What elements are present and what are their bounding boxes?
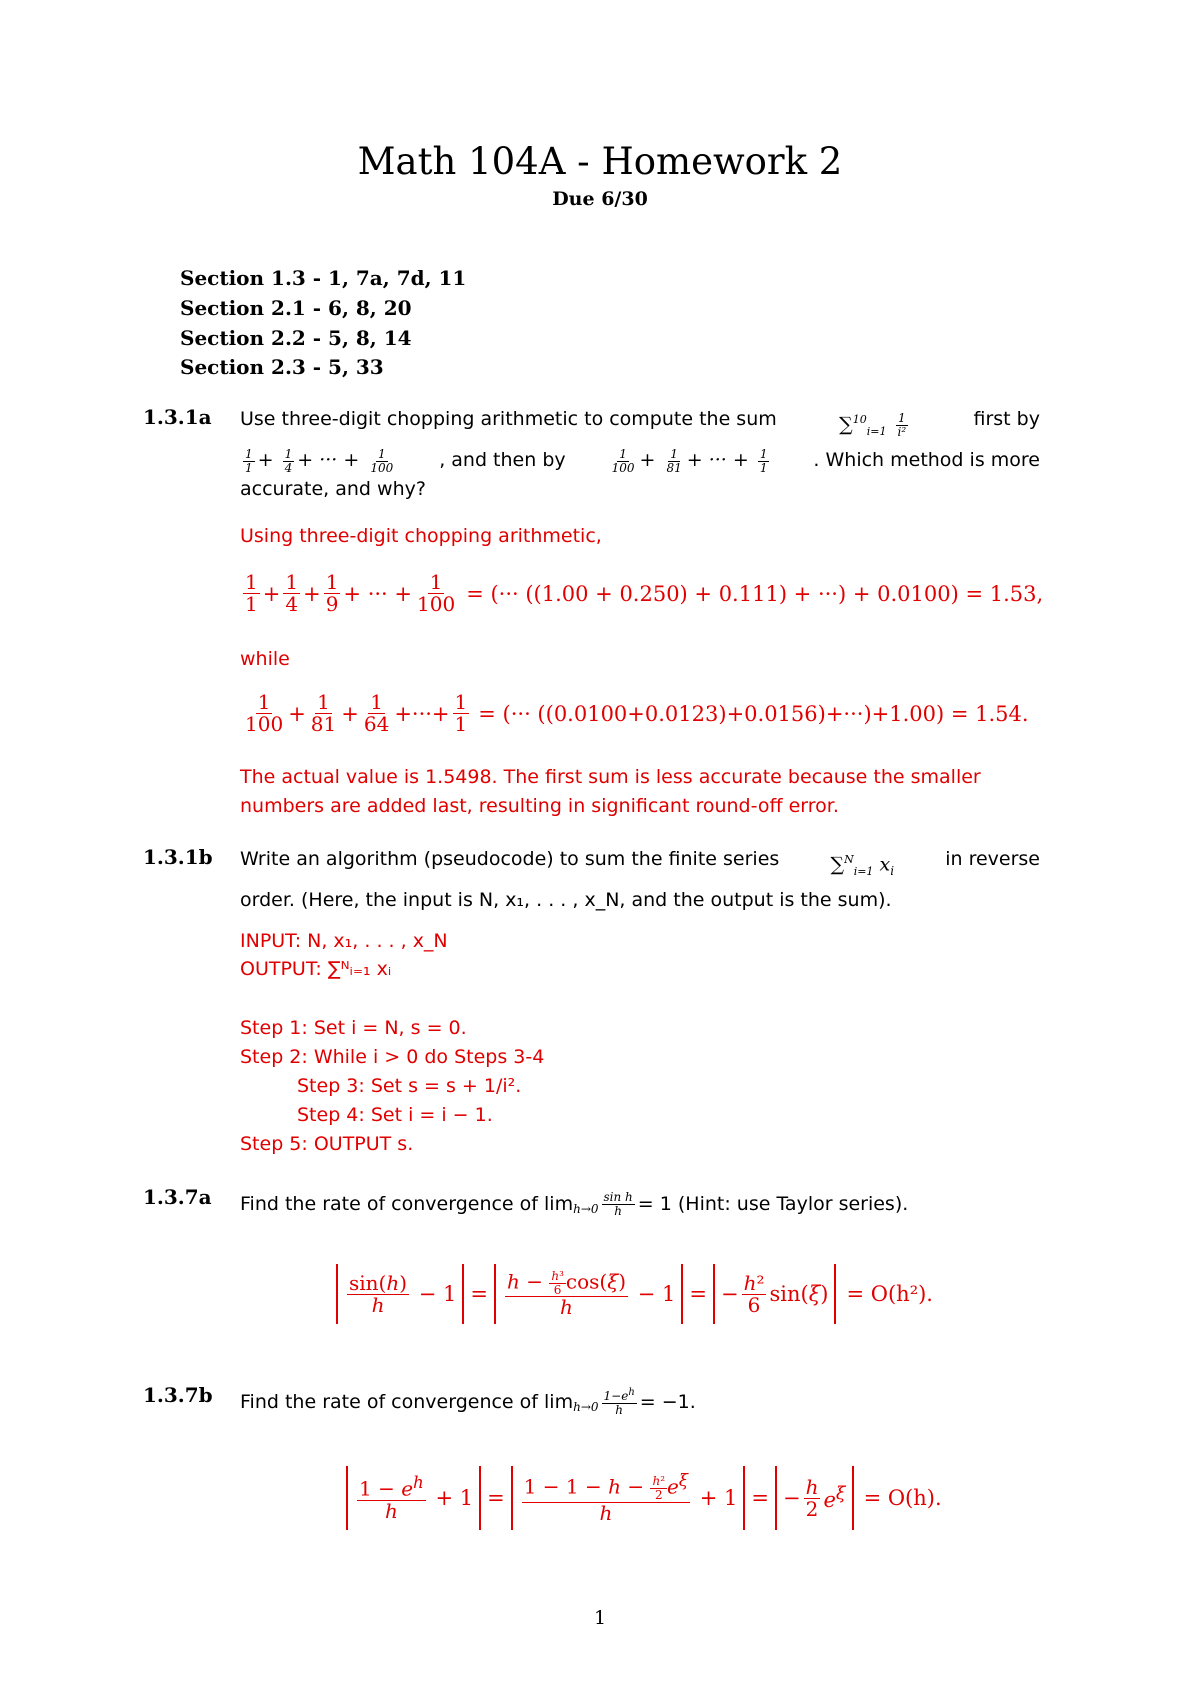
abs-bar [743,1466,745,1530]
answer-while: while [240,648,290,670]
abs-bar [775,1466,777,1530]
algorithm-step: Step 5: OUTPUT s. [240,1133,414,1155]
series-expression: ∑$^N_{i=1}$ $x_i$ [830,853,895,879]
reverse-sum-expression: $\frac{1}{100}$ + $\frac{1}{81}$ + ··· + $\frac{1}{1}$ [611,447,768,475]
problem-statement [240,405,1040,504]
statement-text: = −1. [639,1391,696,1413]
problem-1-3-1a [143,405,1040,501]
page-title: Math 104A - Homework 2 [357,140,843,183]
problem-label: 1.3.7a [143,1185,212,1209]
algorithm-step: Step 2: While i > 0 do Steps 3-4 [240,1046,545,1068]
problem-label: 1.3.1a [143,405,212,429]
page-number: 1 [593,1607,607,1629]
statement-text: order. (Here, the input is N, x₁, . . . , x_N, and the output is the sum). [240,889,892,912]
abs-bar [852,1466,854,1530]
statement-text: Use three-digit chopping arithmetic to compute the sum [240,408,777,430]
statement-text: Find the rate of convergence of lim [240,1391,574,1413]
equation-forward-sum: $\frac{1}{1}$ + $\frac{1}{4}$ + $\frac{1}{9}$ + ··· + $\frac{1}{100}$ = (··· ((1.00 + 0.250) + 0.111) + ···) + 0.0100) = 1.53, [245,570,1044,616]
algorithm-output: OUTPUT: ∑ᴺᵢ₌₁ xᵢ [240,958,392,980]
limit-fraction: $\frac{\text{sin h}}{h}$ [603,1190,633,1218]
problem-label: 1.3.7b [143,1383,213,1407]
section-line: Section 2.2 - 5, 8, 14 [180,326,412,350]
forward-sum-expression: $\frac{1}{1}$ + $\frac{1}{4}$ + ··· + $\frac{1}{100}$ [245,447,394,475]
section-line: Section 1.3 - 1, 7a, 7d, 11 [180,266,467,290]
answer-conclusion: numbers are added last, resulting in significant round-off error. [240,795,839,817]
equation-7b: $\frac{1 - e^h}{h}$ + 1 = 1 − 1 − h − $\frac{\text{h²}}{2}$ $e^\xi$ h + 1 = − $\frac{h}{2}$ $e^\xi$ = O(h). [340,1466,942,1530]
equation-result: = O(h). [863,1486,942,1510]
algorithm-step: Step 4: Set i = i − 1. [297,1104,493,1126]
due-date: Due 6/30 [552,188,648,210]
abs-bar [494,1264,496,1324]
sum-expression: ∑$^{10}_{i=1}$ $\frac{1}{\text{i²}}$ [839,411,907,439]
abs-bar [713,1264,715,1324]
statement-text: Write an algorithm (pseudocode) to sum the finite series [240,848,780,870]
abs-bar [834,1264,836,1324]
problem-label: 1.3.1b [143,845,213,869]
abs-bar [346,1466,348,1530]
problem-1-3-7b [143,1383,1028,1417]
problem-statement [240,1383,1040,1422]
algorithm-step: Step 3: Set s = s + 1/i². [297,1075,522,1097]
equation-7a: $\frac{\sin(h)}{h}$ − 1 = h − $\frac{\text{h³}}{6}$ cos(ξ) h − 1 = − $\frac{\text{h²}}{6}$ sin(ξ) = O(h²). [330,1264,933,1324]
abs-bar [681,1264,683,1324]
statement-text: Find the rate of convergence of lim [240,1193,574,1215]
statement-text: first by [973,408,1040,430]
equation-reverse-sum: $\frac{1}{100}$ + $\frac{1}{81}$ + $\frac{1}{64}$ +···+ $\frac{1}{1}$ = (··· ((0.0100+0.0123)+0.0156)+···)+1.00) = 1.54. [245,690,1029,736]
abs-bar [336,1264,338,1324]
section-line: Section 2.3 - 5, 33 [180,355,384,379]
section-line: Section 2.1 - 6, 8, 20 [180,296,412,320]
algorithm-step: Step 1: Set i = N, s = 0. [240,1017,467,1039]
answer-intro: Using three-digit chopping arithmetic, [240,525,602,547]
limit-subscript: h→0 [573,1400,599,1414]
statement-text: = 1 (Hint: use Taylor series). [637,1193,909,1215]
limit-fraction: $\frac{1-e^h}{h}$ [603,1387,635,1417]
abs-bar [479,1466,481,1530]
equation-result: = (··· ((1.00 + 0.250) + 0.111) + ···) + 0.0100) = 1.53, [466,581,1044,606]
abs-bar [511,1466,513,1530]
equation-result: = (··· ((0.0100+0.0123)+0.0156)+···)+1.00) = 1.54. [478,701,1029,726]
statement-text: , and then by [439,449,566,472]
statement-text: accurate, and why? [240,478,426,501]
abs-bar [462,1264,464,1324]
answer-conclusion: The actual value is 1.5498. The first sum is less accurate because the smaller [240,766,981,788]
problem-statement [240,1185,1040,1224]
problem-1-3-1b [143,845,1040,912]
problem-1-3-7a [143,1185,1028,1218]
algorithm-input: INPUT: N, x₁, . . . , x_N [240,930,448,952]
problem-statement [240,845,1040,915]
statement-text: . Which method is more [813,449,1040,472]
limit-subscript: h→0 [573,1202,599,1216]
equation-result: = O(h²). [846,1282,933,1306]
statement-text: in reverse [945,848,1040,870]
